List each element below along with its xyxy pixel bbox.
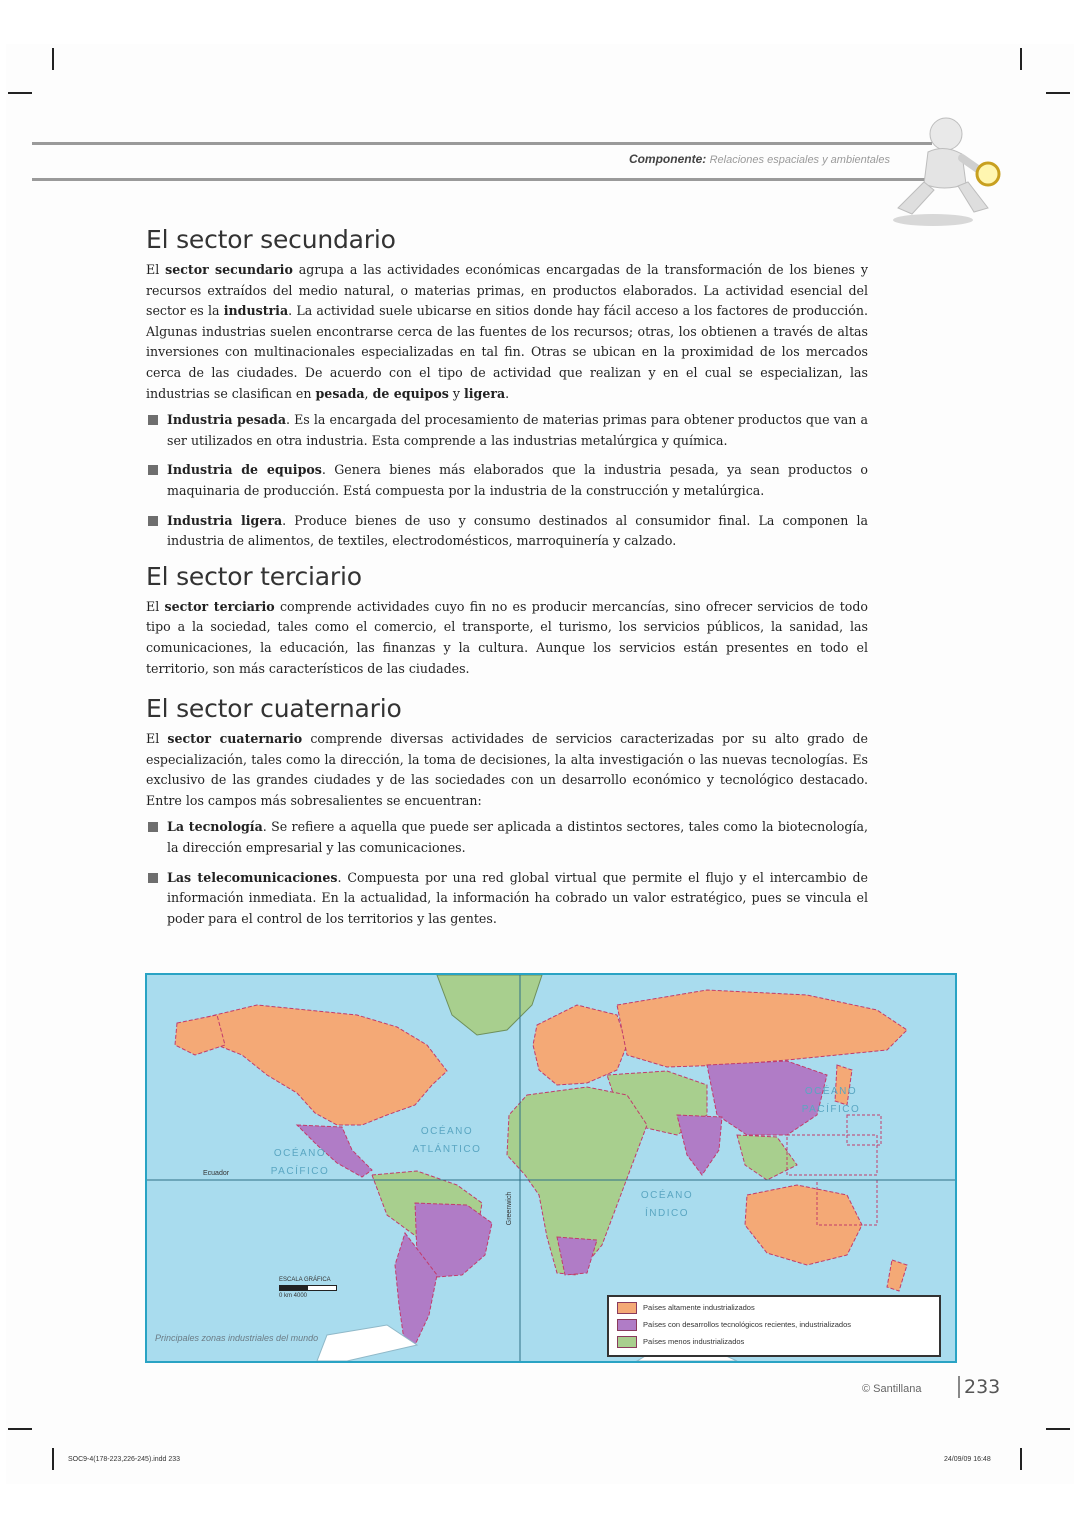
- bold-term: de equipos: [372, 385, 449, 401]
- bullet-term: Industria pesada: [167, 412, 287, 428]
- region-alaska: [175, 1015, 225, 1055]
- crop-mark: [1020, 1448, 1022, 1470]
- legend-item: [617, 1301, 755, 1315]
- bold-term: ligera: [463, 385, 506, 401]
- bullet-text: . Compuesta por una red global virtual que permite el flujo y el intercambio de información inmediata. En la actualidad, la información ha cobrado un valor estratégico, pues se vincula el poder para el control de los territorios y las gentes.: [167, 869, 869, 926]
- magnifier-mascot-icon: [878, 112, 1008, 230]
- legend-swatch: [617, 1319, 637, 1331]
- text-run: El: [146, 598, 165, 614]
- file-slug: SOC9-4(178-223,226-245).indd 233: [68, 1456, 181, 1463]
- region-southeast-asia: [737, 1135, 797, 1180]
- bullet-text: . Es la encargada del procesamiento de materias primas para obtener productos que van a ser utilizados en otra industria. Esta comprende a las industrias metalúrgica y química.: [167, 412, 868, 448]
- bold-term: sector secundario: [165, 262, 293, 277]
- legend-label: Países con desarrollos tecnológicos recientes, industrializados: [643, 1320, 852, 1329]
- section-title-terciario: El sector terciario: [146, 561, 362, 591]
- scale-values: 0 km 4000: [279, 1293, 308, 1299]
- text-run: y: [448, 385, 464, 401]
- paragraph-secundario: [146, 260, 868, 404]
- crop-mark: [52, 48, 54, 70]
- list-item: [146, 868, 868, 930]
- crop-mark: [1046, 1428, 1070, 1430]
- square-bullet-icon: [148, 516, 158, 526]
- bullet-list-campos: [146, 817, 868, 929]
- text-run: comprende actividades cuyo fin no es producir mercancías, sino ofrecer servicios de todo tipo a la sociedad, tales como el comercio, el transporte, el turismo, los servicios públicos, la sanidad, las comunicaciones, la educación, las finanzas y la cultura. Aunque los servicios están presentes en todo el territorio, son más característicos de las ciudades.: [146, 598, 868, 676]
- scale-bar: [279, 1277, 337, 1299]
- region-antarctica: [317, 1325, 417, 1361]
- text-run: comprende diversas actividades de servicios caracterizadas por su alto grado de especialización, tales como la dirección, la toma de decisiones, la alta investigación o las nuevas tecnologías. Es exclusivo de las grandes ciudades y de las sociedades con un desarrollo económico y tecnológico destacado. Entre los campos más sobresalientes se encuentran:: [146, 731, 868, 808]
- text-run: .: [505, 385, 510, 401]
- page-number: 233: [958, 1376, 1000, 1398]
- paragraph-cuaternario: [146, 729, 868, 811]
- text-run: agrupa a las actividades económicas encargadas de la transformación de los bienes y recursos extraídos del medio natural, o materias primas, en productos elaborados. La actividad esencial del sector es la: [146, 262, 868, 319]
- bullet-list-industrias: [146, 410, 868, 552]
- greenwich-label: Greenwich: [506, 1191, 514, 1226]
- crop-mark: [52, 1448, 54, 1470]
- region-greenland: [437, 975, 542, 1035]
- text-run: ,: [364, 385, 373, 401]
- equator-label: Ecuador: [203, 1170, 230, 1177]
- region-europe: [533, 1005, 627, 1085]
- section-title-secundario: El sector secundario: [146, 225, 396, 254]
- bold-term: industria: [223, 303, 289, 319]
- map-caption: Principales zonas industriales del mundo: [155, 1333, 319, 1343]
- ocean-label-atlantico: OCÉANO ATLÁNTICO: [412, 1126, 482, 1155]
- bullet-term: Industria ligera: [167, 512, 283, 528]
- text-run: El: [146, 731, 168, 747]
- bullet-text: . Produce bienes de uso y consumo destinados al consumidor final. La componen la industria de alimentos, de textiles, electrodomésticos, marroquinería y calzado.: [167, 512, 868, 549]
- legend-swatch: [617, 1302, 637, 1314]
- world-industrial-map: [145, 973, 957, 1363]
- legend-label: Países menos industrializados: [643, 1337, 745, 1346]
- square-bullet-icon: [148, 465, 158, 475]
- legend-swatch: [617, 1336, 637, 1348]
- bullet-text: . Se refiere a aquella que puede ser aplicada a distintos sectores, tales como la biotecnología, la dirección empresarial y las comunicaciones.: [167, 819, 868, 856]
- legend-item: [617, 1335, 744, 1349]
- header-rule-top: [32, 142, 932, 145]
- component-label: Componente:: [628, 152, 707, 166]
- region-new-zealand: [887, 1260, 907, 1291]
- header-rule-bottom: [32, 178, 932, 181]
- crop-mark: [8, 92, 32, 94]
- legend-item: [617, 1318, 851, 1332]
- ocean-label-indico: OCÉANO ÍNDICO: [640, 1190, 694, 1219]
- region-india: [677, 1115, 722, 1175]
- ocean-label-pacifico-east: OCÉANO PACÍFICO: [801, 1086, 861, 1115]
- bold-term: sector terciario: [164, 598, 275, 614]
- date-slug: 24/09/09 16:48: [944, 1456, 991, 1463]
- square-bullet-icon: [148, 873, 158, 883]
- section-title-cuaternario: El sector cuaternario: [146, 694, 402, 724]
- bullet-term: La tecnología: [167, 819, 263, 835]
- crop-mark: [1046, 92, 1070, 94]
- component-header: [560, 152, 890, 166]
- list-item: [146, 511, 868, 552]
- bold-term: sector cuaternario: [167, 731, 303, 747]
- text-run: El: [146, 262, 166, 277]
- region-russia: [617, 990, 907, 1067]
- region-north-america: [207, 1005, 447, 1125]
- map-legend: [607, 1295, 941, 1357]
- list-item: [146, 460, 868, 501]
- crop-mark: [8, 1428, 32, 1430]
- paragraph-terciario: [146, 597, 868, 679]
- bullet-text: . Genera bienes más elaborados que la industria pesada, ya sean productos o maquinaria de producción. Está compuesta por la industria de la construcción y metalúrgica.: [167, 462, 868, 498]
- square-bullet-icon: [148, 822, 158, 832]
- scale-graphic: [279, 1285, 337, 1291]
- legend-label: Países altamente industrializados: [643, 1303, 755, 1312]
- bullet-term: Industria de equipos: [167, 462, 322, 478]
- bold-term: pesada: [315, 385, 365, 401]
- ocean-label-pacifico-west: OCÉANO PACÍFICO: [270, 1148, 330, 1177]
- list-item: [146, 410, 868, 451]
- crop-mark: [1020, 48, 1022, 70]
- list-item: [146, 817, 868, 858]
- publisher-credit: © Santillana: [862, 1383, 922, 1395]
- component-value: Relaciones espaciales y ambientales: [709, 154, 890, 166]
- bullet-term: Las telecomunicaciones: [167, 869, 338, 885]
- article-content: [146, 224, 868, 938]
- square-bullet-icon: [148, 415, 158, 425]
- scale-title: ESCALA GRÁFICA: [279, 1277, 331, 1283]
- text-run: . La actividad suele ubicarse en sitios donde hay fácil acceso a los factores de producción. Algunas industrias suelen encontrarse cerca de las fuentes de los recursos; otras, los obtienen a través de altas inversiones con multinacionales especializadas en tal fin. Otras se ubican en la proximidad de los mercados cerca de las ciudades. De acuerdo con el tipo de actividad que realizan y en el cual se especializan, las industrias se clasifican en: [146, 303, 869, 401]
